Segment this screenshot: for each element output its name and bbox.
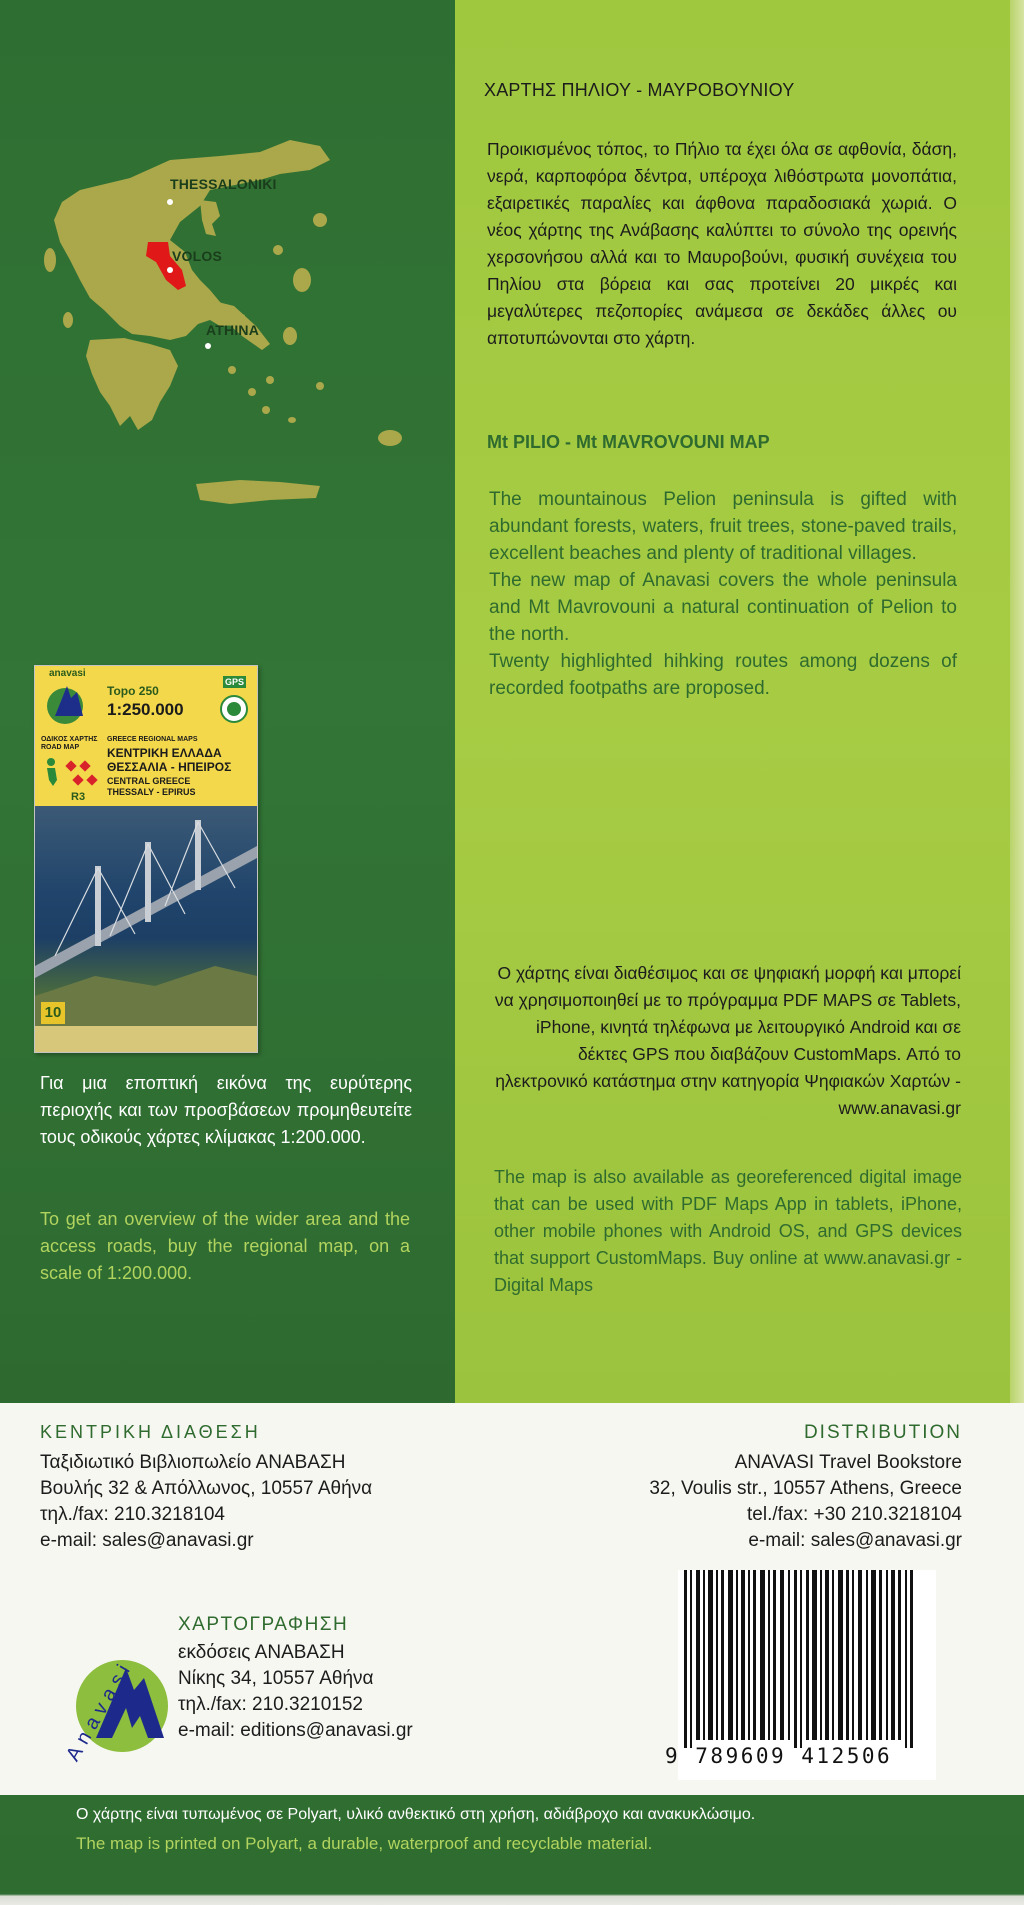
address-line: ANAVASI Travel Bookstore bbox=[734, 1452, 962, 1473]
greek-overview-note: Για μια εποπτική εικόνα της ευρύτερης περιοχής και των προσβάσεων προμηθευτείτε τους οδικούς χάρτες κλίμακας 1:200.000. bbox=[40, 1073, 412, 1147]
map-label-thessaloniki: THESSALONIKI bbox=[170, 176, 277, 192]
map-label-volos: VOLOS bbox=[172, 248, 223, 264]
address-line: τηλ./fax: 210.3210152 bbox=[178, 1694, 363, 1715]
cover-scale: 1:250.000 bbox=[107, 700, 184, 719]
distribution-address-gr bbox=[40, 1450, 372, 1554]
page-edge bbox=[1010, 0, 1024, 1403]
cover-hiker-icon bbox=[41, 756, 101, 788]
cover-title-en-2: THESSALY - EPIRUS bbox=[107, 787, 196, 797]
cover-title-gr-2: ΘΕΣΣΑΛΙΑ - ΗΠΕΙΡΟΣ bbox=[107, 760, 232, 774]
cover-gps-badge: GPS bbox=[225, 677, 245, 687]
anavasi-logo-wordmark: Anavasi bbox=[62, 1656, 138, 1765]
cover-seal-icon bbox=[219, 694, 249, 724]
address-line: Νίκης 34, 10557 Αθήνα bbox=[178, 1668, 374, 1689]
cartography-heading: ΧΑΡΤΟΓΡΑΦΗΣΗ bbox=[178, 1614, 349, 1635]
distribution-address-en bbox=[649, 1450, 962, 1554]
english-description-paragraph: The mountainous Pelion peninsula is gifted with abundant forests, waters, fruit trees, stone-paved trails, excellent beaches and plenty of traditional villages. bbox=[489, 489, 957, 564]
address-line: tel./fax: +30 210.3218104 bbox=[747, 1504, 962, 1525]
distribution-heading-gr: ΚΕΝΤΡΙΚΗ ΔΙΑΘΕΣΗ bbox=[40, 1422, 261, 1442]
cartography-address bbox=[178, 1640, 413, 1744]
footer-material-note-gr: Ο χάρτης είναι τυπωμένος σε Polyart, υλικό ανθεκτικό στη χρήση, αδιάβροχο και ανακυκλώσιμο. bbox=[76, 1806, 756, 1823]
address-line: Βουλής 32 & Απόλλωνος, 10557 Αθήνα bbox=[40, 1478, 373, 1499]
cover-bridge-photo bbox=[35, 806, 257, 1026]
bridge-illustration bbox=[35, 806, 257, 1026]
cover-regional: GREECE REGIONAL MAPS bbox=[107, 736, 198, 743]
cover-title-gr-1: ΚΕΝΤΡΙΚΗ ΕΛΛΑΔΑ bbox=[107, 746, 222, 760]
cover-brand: anavasi bbox=[49, 668, 86, 679]
english-digital-note: The map is also available as georeferenced digital image that can be used with PDF Maps App in tablets, iPhone, other mobile phones with Android OS, and GPS devices that support CustomMaps. Buy online at www.anavasi.gr - Digital Maps bbox=[494, 1167, 962, 1295]
english-description bbox=[489, 486, 957, 702]
footer-material-note-en: The map is printed on Polyart, a durable, waterproof and recyclable material. bbox=[76, 1834, 653, 1853]
regional-map-cover bbox=[34, 665, 258, 1053]
cover-footer bbox=[35, 1026, 257, 1052]
distribution-heading-en: DISTRIBUTION bbox=[803, 1422, 962, 1443]
cover-code: R3 bbox=[71, 791, 86, 803]
address-line: εκδόσεις ΑΝΑΒΑΣΗ bbox=[178, 1642, 345, 1663]
cover-number: 10 bbox=[41, 1002, 65, 1024]
greek-description: Προικισμένος τόπος, το Πήλιο τα έχει όλα σε αφθονία, δάση, νερά, καρποφόρα δέντρα, υπέροχα λιθόστρωτα μονοπάτια, εξαιρετικές παραλίες και άφθονα παραδοσιακά χωριά. Ο νέος χάρτης της Ανάβασης καλύπτει το σύνολο της ορεινής χερσονήσου αλλά και το Μαυροβούνι, φυσική συνέχεια του Πηλίου στα βόρεια και σας προτείνει 20 μικρές και μεγαλύτερες πεζοπορίες ανάμεσα σε δεκάδες άλλες ου αποτυπώνονται στο χάρτη. bbox=[487, 139, 957, 348]
english-overview-note: To get an overview of the wider area and the access roads, buy the regional map, on a scale of 1:200.000. bbox=[40, 1209, 410, 1283]
cover-road-map-en: ROAD MAP bbox=[41, 744, 80, 751]
cover-road-map-gr: ΟΔΙΚΟΣ ΧΑΡΤΗΣ bbox=[41, 736, 98, 743]
address-line: Ταξιδιωτικό Βιβλιοπωλείο ΑΝΑΒΑΣΗ bbox=[40, 1452, 346, 1473]
address-line: e-mail: sales@anavasi.gr bbox=[40, 1530, 254, 1551]
greek-map-title: ΧΑΡΤΗΣ ΠΗΛΙΟΥ - ΜΑΥΡΟΒΟΥΝΙΟΥ bbox=[484, 80, 795, 100]
address-line: 32, Voulis str., 10557 Athens, Greece bbox=[649, 1478, 962, 1499]
barcode-digits: 9 789609 412506 bbox=[665, 1744, 893, 1768]
address-line: e-mail: editions@anavasi.gr bbox=[178, 1720, 413, 1741]
english-map-title: Mt PILIO - Mt MAVROVOUNI MAP bbox=[487, 432, 770, 452]
anavasi-mini-logo-icon bbox=[41, 672, 89, 728]
english-description-paragraph: The new map of Anavasi covers the whole peninsula and Mt Mavrovouni a natural continuation of Pelion to the north. bbox=[489, 570, 957, 645]
greek-digital-note: Ο χάρτης είναι διαθέσιμος και σε ψηφιακή μορφή και μπορεί να χρησιμοποιηθεί με το πρόγραμμα PDF MAPS σε Tablets, iPhone, κινητά τηλέφωνα με λειτουργικό Android και σε δέκτες GPS που διαβάζουν CustomMaps. Από το ηλεκτρονικό κατάστημα στην κατηγορία Ψηφιακών Χαρτών - www.anavasi.gr bbox=[494, 963, 961, 1118]
map-label-athina: ATHINA bbox=[206, 322, 260, 338]
address-line: τηλ./fax: 210.3218104 bbox=[40, 1504, 225, 1525]
anavasi-logo-text bbox=[52, 1632, 162, 1765]
greece-locator-map bbox=[20, 130, 420, 530]
cover-series: Topo 250 bbox=[107, 684, 159, 698]
cover-title-en-1: CENTRAL GREECE bbox=[107, 776, 191, 786]
english-description-paragraph: Twenty highlighted hihking routes among dozens of recorded footpaths are proposed. bbox=[489, 651, 957, 699]
address-line: e-mail: sales@anavasi.gr bbox=[748, 1530, 962, 1551]
